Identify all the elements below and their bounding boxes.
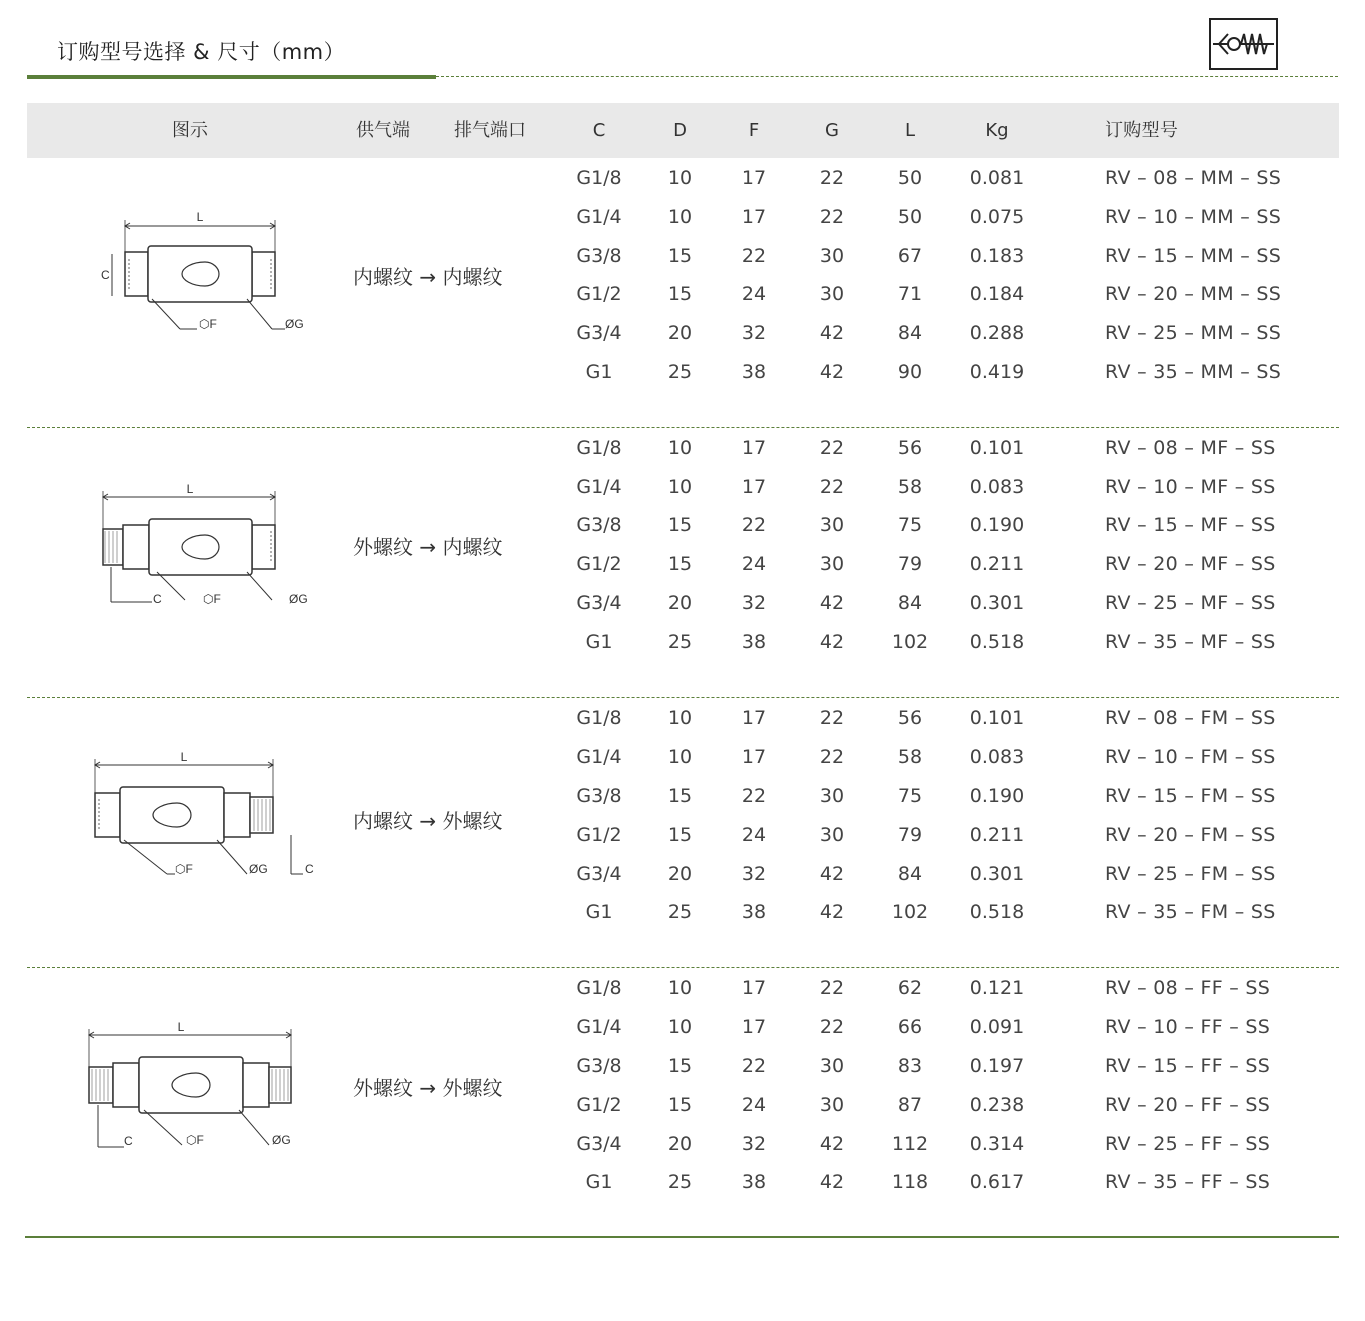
cell-d: 25	[667, 631, 693, 653]
cell-f: 24	[741, 1094, 767, 1116]
cell-d: 10	[667, 476, 693, 498]
cell-model: RV – 25 – MM – SS	[1105, 322, 1282, 344]
cell-kg: 0.419	[969, 361, 1025, 383]
cell-l: 118	[891, 1171, 929, 1193]
cell-d: 15	[667, 824, 693, 846]
cell-l: 84	[897, 592, 923, 614]
table-row	[27, 506, 1339, 545]
cell-model: RV – 35 – MF – SS	[1105, 631, 1276, 653]
cell-l: 71	[897, 283, 923, 305]
cell-l: 50	[897, 167, 923, 189]
cell-model: RV – 15 – FM – SS	[1105, 785, 1276, 807]
cell-d: 10	[667, 746, 693, 768]
cell-f: 38	[741, 1171, 767, 1193]
cell-d: 20	[667, 592, 693, 614]
cell-kg: 0.083	[969, 746, 1025, 768]
cell-c: G1/2	[576, 1094, 622, 1116]
table-row	[27, 1008, 1339, 1047]
cell-f: 22	[741, 1055, 767, 1077]
cell-d: 10	[667, 707, 693, 729]
cell-d: 15	[667, 245, 693, 267]
check-valve-symbol-icon	[1209, 18, 1278, 70]
dimension-g-label: ØG	[285, 317, 304, 331]
cell-f: 17	[741, 1016, 767, 1038]
table-row	[27, 777, 1339, 816]
header-model: 订购型号	[1105, 120, 1179, 141]
dimension-f-label: ⬡F	[175, 862, 193, 876]
cell-f: 22	[741, 514, 767, 536]
cell-c: G3/8	[576, 785, 622, 807]
cell-model: RV – 08 – MM – SS	[1105, 167, 1282, 189]
cell-g: 30	[819, 514, 845, 536]
cell-g: 42	[819, 863, 845, 885]
cell-kg: 0.617	[969, 1171, 1025, 1193]
cell-l: 56	[897, 437, 923, 459]
table-header	[27, 103, 1339, 158]
cell-model: RV – 10 – FF – SS	[1105, 1016, 1271, 1038]
cell-kg: 0.190	[969, 514, 1025, 536]
dimension-g-label: ØG	[272, 1133, 291, 1147]
table-row	[27, 816, 1339, 855]
dimension-l-label: L	[186, 482, 194, 496]
header-image: 图示	[172, 120, 208, 141]
cell-l: 62	[897, 977, 923, 999]
cell-g: 42	[819, 1171, 845, 1193]
cell-d: 25	[667, 1171, 693, 1193]
cell-c: G1/8	[576, 437, 622, 459]
title-dashed-rule	[436, 76, 1338, 77]
cell-model: RV – 10 – MF – SS	[1105, 476, 1276, 498]
cell-model: RV – 25 – FM – SS	[1105, 863, 1276, 885]
cell-model: RV – 08 – FF – SS	[1105, 977, 1271, 999]
cell-g: 42	[819, 592, 845, 614]
cell-f: 32	[741, 322, 767, 344]
table-row	[27, 159, 1339, 198]
cell-model: RV – 35 – MM – SS	[1105, 361, 1282, 383]
cell-g: 22	[819, 746, 845, 768]
cell-model: RV – 25 – FF – SS	[1105, 1133, 1271, 1155]
table-row	[27, 429, 1339, 468]
cell-d: 15	[667, 514, 693, 536]
cell-kg: 0.288	[969, 322, 1025, 344]
cell-g: 22	[819, 977, 845, 999]
cell-l: 75	[897, 514, 923, 536]
cell-kg: 0.518	[969, 901, 1025, 923]
cell-g: 30	[819, 553, 845, 575]
cell-model: RV – 20 – MF – SS	[1105, 553, 1276, 575]
product-section-1	[27, 159, 1339, 409]
cell-f: 38	[741, 901, 767, 923]
cell-c: G3/8	[576, 514, 622, 536]
cell-kg: 0.190	[969, 785, 1025, 807]
cell-f: 38	[741, 631, 767, 653]
table-row	[27, 855, 1339, 894]
cell-c: G3/8	[576, 1055, 622, 1077]
cell-d: 15	[667, 1094, 693, 1116]
table-row	[27, 198, 1339, 237]
cell-g: 22	[819, 167, 845, 189]
header-f: F	[748, 120, 760, 141]
dimension-f-label: ⬡F	[203, 592, 221, 606]
cell-c: G1	[585, 1171, 613, 1193]
cell-d: 20	[667, 1133, 693, 1155]
cell-c: G1/2	[576, 824, 622, 846]
cell-model: RV – 15 – FF – SS	[1105, 1055, 1271, 1077]
header-g: G	[825, 120, 839, 141]
cell-kg: 0.101	[969, 707, 1025, 729]
table-row	[27, 1086, 1339, 1125]
header-supply: 供气端	[356, 120, 410, 141]
cell-g: 30	[819, 283, 845, 305]
product-section-3	[27, 699, 1339, 949]
cell-g: 22	[819, 206, 845, 228]
cell-kg: 0.121	[969, 977, 1025, 999]
table-row	[27, 545, 1339, 584]
cell-kg: 0.314	[969, 1133, 1025, 1155]
cell-g: 42	[819, 631, 845, 653]
cell-f: 24	[741, 553, 767, 575]
section-divider	[27, 427, 1339, 428]
table-row	[27, 969, 1339, 1008]
cell-c: G1/8	[576, 707, 622, 729]
cell-l: 112	[891, 1133, 929, 1155]
cell-l: 50	[897, 206, 923, 228]
dimension-c-label: C	[101, 268, 110, 282]
cell-kg: 0.211	[969, 553, 1025, 575]
cell-c: G3/8	[576, 245, 622, 267]
dimension-g-label: ØG	[249, 862, 268, 876]
cell-model: RV – 08 – FM – SS	[1105, 707, 1276, 729]
cell-c: G1	[585, 361, 613, 383]
dimension-c-label: C	[153, 592, 162, 606]
cell-kg: 0.238	[969, 1094, 1025, 1116]
table-row	[27, 1125, 1339, 1164]
cell-model: RV – 20 – FF – SS	[1105, 1094, 1271, 1116]
cell-l: 56	[897, 707, 923, 729]
cell-c: G1/2	[576, 283, 622, 305]
cell-l: 58	[897, 746, 923, 768]
cell-d: 25	[667, 901, 693, 923]
cell-kg: 0.197	[969, 1055, 1025, 1077]
cell-g: 42	[819, 901, 845, 923]
cell-kg: 0.091	[969, 1016, 1025, 1038]
table-row	[27, 1047, 1339, 1086]
cell-f: 24	[741, 283, 767, 305]
cell-l: 84	[897, 863, 923, 885]
cell-c: G1/4	[576, 206, 622, 228]
cell-l: 75	[897, 785, 923, 807]
header-d: D	[673, 120, 687, 141]
table-row	[27, 699, 1339, 738]
table-row	[27, 237, 1339, 276]
cell-l: 84	[897, 322, 923, 344]
cell-f: 17	[741, 746, 767, 768]
cell-g: 42	[819, 1133, 845, 1155]
cell-d: 10	[667, 977, 693, 999]
table-row	[27, 314, 1339, 353]
section-divider	[27, 967, 1339, 968]
cell-l: 90	[897, 361, 923, 383]
cell-f: 32	[741, 1133, 767, 1155]
page-title: 订购型号选择 & 尺寸（mm）	[57, 40, 346, 64]
cell-d: 15	[667, 785, 693, 807]
cell-l: 102	[891, 631, 929, 653]
cell-f: 17	[741, 977, 767, 999]
dimension-f-label: ⬡F	[186, 1133, 204, 1147]
table-row	[27, 623, 1339, 662]
connection-type: 内螺纹 → 内螺纹	[353, 265, 503, 289]
header-kg: Kg	[985, 120, 1009, 141]
cell-l: 79	[897, 824, 923, 846]
cell-d: 20	[667, 863, 693, 885]
cell-l: 83	[897, 1055, 923, 1077]
cell-g: 30	[819, 1055, 845, 1077]
cell-model: RV – 10 – MM – SS	[1105, 206, 1282, 228]
dimension-c-label: C	[124, 1134, 133, 1148]
cell-kg: 0.083	[969, 476, 1025, 498]
cell-d: 15	[667, 553, 693, 575]
dimension-l-label: L	[196, 210, 204, 224]
cell-f: 17	[741, 707, 767, 729]
cell-g: 30	[819, 824, 845, 846]
cell-c: G3/4	[576, 322, 622, 344]
cell-l: 87	[897, 1094, 923, 1116]
cell-c: G3/4	[576, 863, 622, 885]
cell-g: 30	[819, 785, 845, 807]
cell-l: 58	[897, 476, 923, 498]
cell-l: 67	[897, 245, 923, 267]
cell-model: RV – 25 – MF – SS	[1105, 592, 1276, 614]
product-section-4	[27, 969, 1339, 1219]
cell-d: 15	[667, 1055, 693, 1077]
cell-f: 32	[741, 863, 767, 885]
table-row	[27, 1163, 1339, 1202]
cell-c: G1	[585, 901, 613, 923]
header-c: C	[592, 120, 606, 141]
cell-f: 24	[741, 824, 767, 846]
dimension-g-label: ØG	[289, 592, 308, 606]
section-divider	[27, 697, 1339, 698]
cell-d: 25	[667, 361, 693, 383]
dimension-l-label: L	[180, 750, 188, 764]
cell-model: RV – 08 – MF – SS	[1105, 437, 1276, 459]
title-underline	[27, 75, 436, 79]
cell-kg: 0.183	[969, 245, 1025, 267]
product-section-2	[27, 429, 1339, 679]
connection-type: 外螺纹 → 内螺纹	[353, 535, 503, 559]
table-row	[27, 353, 1339, 392]
cell-f: 17	[741, 206, 767, 228]
cell-g: 22	[819, 1016, 845, 1038]
dimension-f-label: ⬡F	[199, 317, 217, 331]
cell-d: 10	[667, 206, 693, 228]
table-row	[27, 275, 1339, 314]
cell-kg: 0.301	[969, 592, 1025, 614]
table-row	[27, 738, 1339, 777]
cell-c: G1/4	[576, 1016, 622, 1038]
cell-model: RV – 10 – FM – SS	[1105, 746, 1276, 768]
cell-g: 22	[819, 437, 845, 459]
cell-g: 22	[819, 707, 845, 729]
cell-c: G1/8	[576, 977, 622, 999]
cell-l: 79	[897, 553, 923, 575]
cell-model: RV – 20 – MM – SS	[1105, 283, 1282, 305]
cell-model: RV – 35 – FM – SS	[1105, 901, 1276, 923]
cell-f: 32	[741, 592, 767, 614]
cell-kg: 0.301	[969, 863, 1025, 885]
cell-g: 30	[819, 1094, 845, 1116]
cell-kg: 0.518	[969, 631, 1025, 653]
header-exhaust: 排气端口	[454, 120, 526, 141]
cell-kg: 0.184	[969, 283, 1025, 305]
cell-g: 42	[819, 322, 845, 344]
cell-g: 42	[819, 361, 845, 383]
cell-c: G1/4	[576, 476, 622, 498]
cell-g: 22	[819, 476, 845, 498]
cell-d: 10	[667, 167, 693, 189]
table-row	[27, 584, 1339, 623]
cell-c: G3/4	[576, 592, 622, 614]
cell-c: G1/4	[576, 746, 622, 768]
cell-l: 102	[891, 901, 929, 923]
table-row	[27, 468, 1339, 507]
cell-f: 22	[741, 785, 767, 807]
table-row	[27, 893, 1339, 932]
connection-type: 内螺纹 → 外螺纹	[353, 809, 503, 833]
dimension-c-label: C	[305, 862, 314, 876]
cell-c: G1/8	[576, 167, 622, 189]
cell-d: 10	[667, 437, 693, 459]
cell-l: 66	[897, 1016, 923, 1038]
cell-model: RV – 15 – MF – SS	[1105, 514, 1276, 536]
cell-f: 22	[741, 245, 767, 267]
connection-type: 外螺纹 → 外螺纹	[353, 1076, 503, 1100]
cell-f: 17	[741, 437, 767, 459]
cell-c: G1/2	[576, 553, 622, 575]
cell-kg: 0.101	[969, 437, 1025, 459]
cell-c: G1	[585, 631, 613, 653]
cell-kg: 0.075	[969, 206, 1025, 228]
cell-kg: 0.211	[969, 824, 1025, 846]
cell-model: RV – 15 – MM – SS	[1105, 245, 1282, 267]
cell-f: 17	[741, 476, 767, 498]
cell-c: G3/4	[576, 1133, 622, 1155]
cell-d: 15	[667, 283, 693, 305]
dimension-l-label: L	[177, 1020, 185, 1034]
cell-model: RV – 35 – FF – SS	[1105, 1171, 1271, 1193]
cell-kg: 0.081	[969, 167, 1025, 189]
header-l: L	[904, 120, 916, 141]
cell-g: 30	[819, 245, 845, 267]
cell-f: 38	[741, 361, 767, 383]
cell-d: 20	[667, 322, 693, 344]
cell-model: RV – 20 – FM – SS	[1105, 824, 1276, 846]
bottom-rule	[25, 1236, 1339, 1238]
cell-d: 10	[667, 1016, 693, 1038]
cell-f: 17	[741, 167, 767, 189]
